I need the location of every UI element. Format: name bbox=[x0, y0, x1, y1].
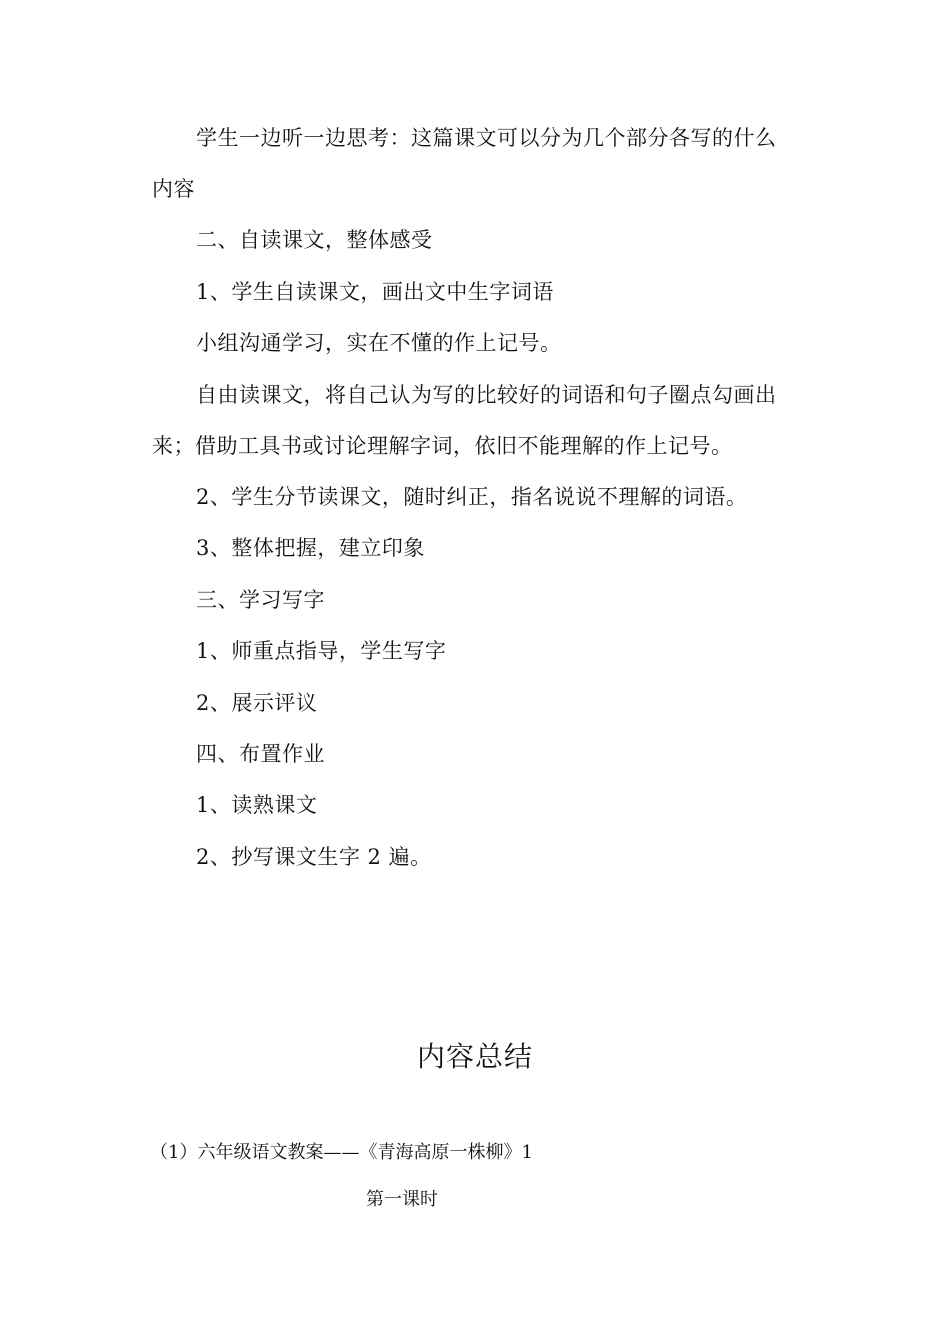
summary-subitem: 第一课时 bbox=[366, 1189, 438, 1210]
list-item: 2、展示评议 bbox=[196, 691, 318, 715]
section-heading: 三、学习写字 bbox=[196, 588, 325, 612]
paragraph-line: 来；借助工具书或讨论理解字词，依旧不能理解的作上记号。 bbox=[152, 434, 733, 458]
paragraph-line: 小组沟通学习，实在不懂的作上记号。 bbox=[196, 331, 562, 355]
summary-title: 内容总结 bbox=[416, 1040, 533, 1073]
list-item: 2、学生分节读课文，随时纠正，指名说说不理解的词语。 bbox=[196, 485, 748, 509]
list-item: 3、整体把握，建立印象 bbox=[196, 536, 425, 560]
list-item: 1、师重点指导，学生写字 bbox=[196, 639, 447, 663]
list-item: 2、抄写课文生字 2 遍。 bbox=[196, 845, 432, 869]
section-heading: 二、自读课文，整体感受 bbox=[196, 228, 433, 252]
list-item: 1、学生自读课文，画出文中生字词语 bbox=[196, 280, 554, 304]
section-heading: 四、布置作业 bbox=[196, 742, 325, 766]
paragraph-line: 学生一边听一边思考：这篇课文可以分为几个部分各写的什么 bbox=[196, 126, 777, 150]
paragraph-line: 内容 bbox=[152, 177, 195, 201]
list-item: 1、读熟课文 bbox=[196, 793, 318, 817]
paragraph-line: 自由读课文，将自己认为写的比较好的词语和句子圈点勾画出 bbox=[196, 383, 777, 407]
summary-item: （1）六年级语文教案——《青海高原一株柳》1 bbox=[150, 1142, 533, 1163]
